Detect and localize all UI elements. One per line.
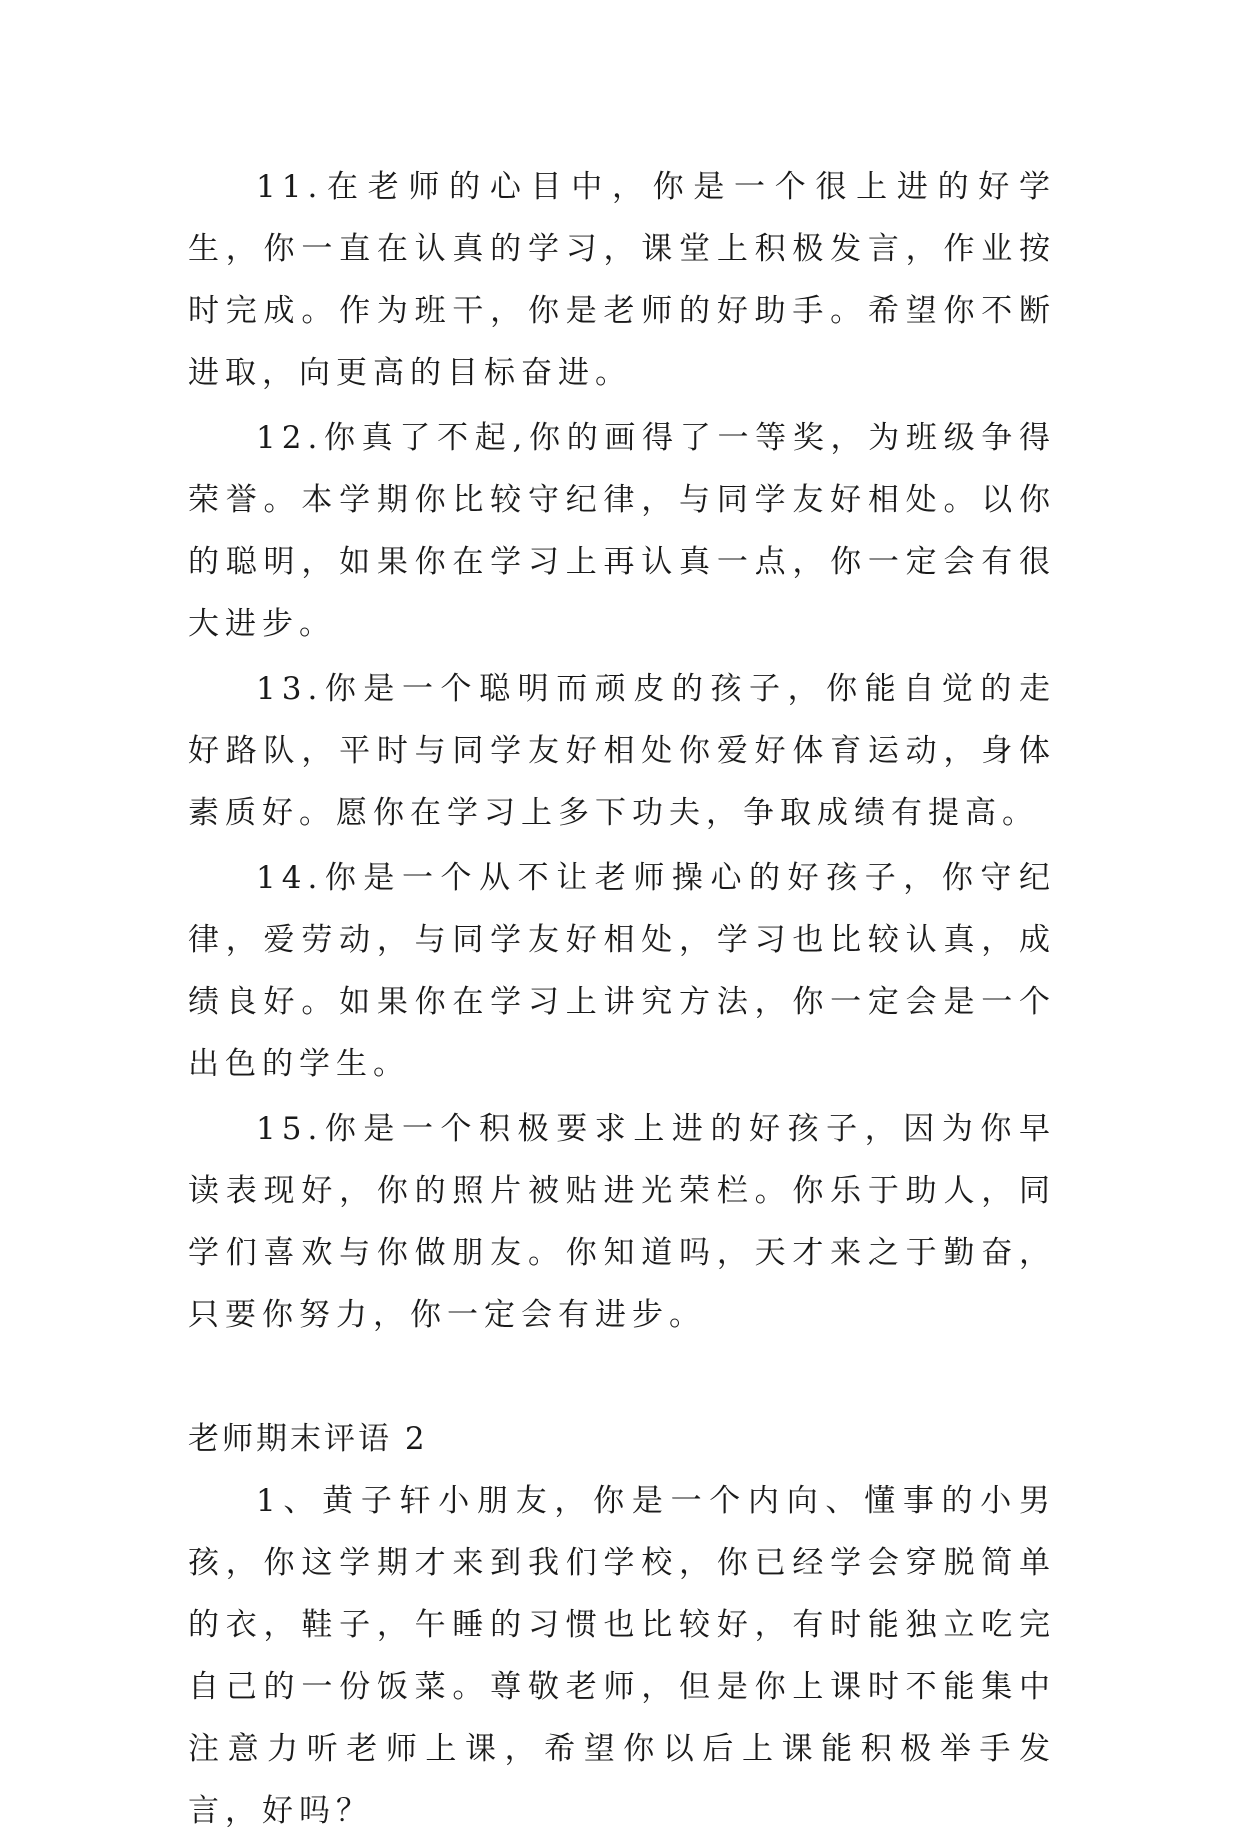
section-title: 老师期末评语 2 bbox=[188, 1421, 428, 1457]
comment-paragraph-13: 13.你是一个聪明而顽皮的孩子，你能自觉的走好路队，平时与同学友好相处你爱好体育运动，身体素质好。愿你在学习上多下功夫，争取成绩有提高。 bbox=[188, 671, 1056, 831]
comment-paragraph-1: 1、黄子轩小朋友，你是一个内向、懂事的小男孩，你这学期才来到我们学校，你已经学会穿脱简单的衣，鞋子，午睡的习惯也比较好，有时能独立吃完自己的一份饭菜。尊敬老师，但是你上课时不能集中注意力听老师上课，希望你以后上课能积极举手发言，好吗？ bbox=[188, 1483, 1056, 1829]
comment-paragraph-14: 14.你是一个从不让老师操心的好孩子，你守纪律，爱劳动，与同学友好相处，学习也比较认真，成绩良好。如果你在学习上讲究方法，你一定会是一个出色的学生。 bbox=[188, 860, 1056, 1082]
comment-paragraph-11: 11.在老师的心目中，你是一个很上进的好学生，你一直在认真的学习，课堂上积极发言，作业按时完成。作为班干，你是老师的好助手。希望你不断进取，向更高的目标奋进。 bbox=[188, 169, 1056, 391]
document-body bbox=[188, 156, 1056, 1842]
comment-paragraph-12: 12.你真了不起,你的画得了一等奖，为班级争得荣誉。本学期你比较守纪律，与同学友好相处。以你的聪明，如果你在学习上再认真一点，你一定会有很大进步。 bbox=[188, 420, 1056, 642]
comment-paragraph-15: 15.你是一个积极要求上进的好孩子，因为你早读表现好，你的照片被贴进光荣栏。你乐于助人，同学们喜欢与你做朋友。你知道吗，天才来之于勤奋，只要你努力，你一定会有进步。 bbox=[188, 1111, 1056, 1333]
